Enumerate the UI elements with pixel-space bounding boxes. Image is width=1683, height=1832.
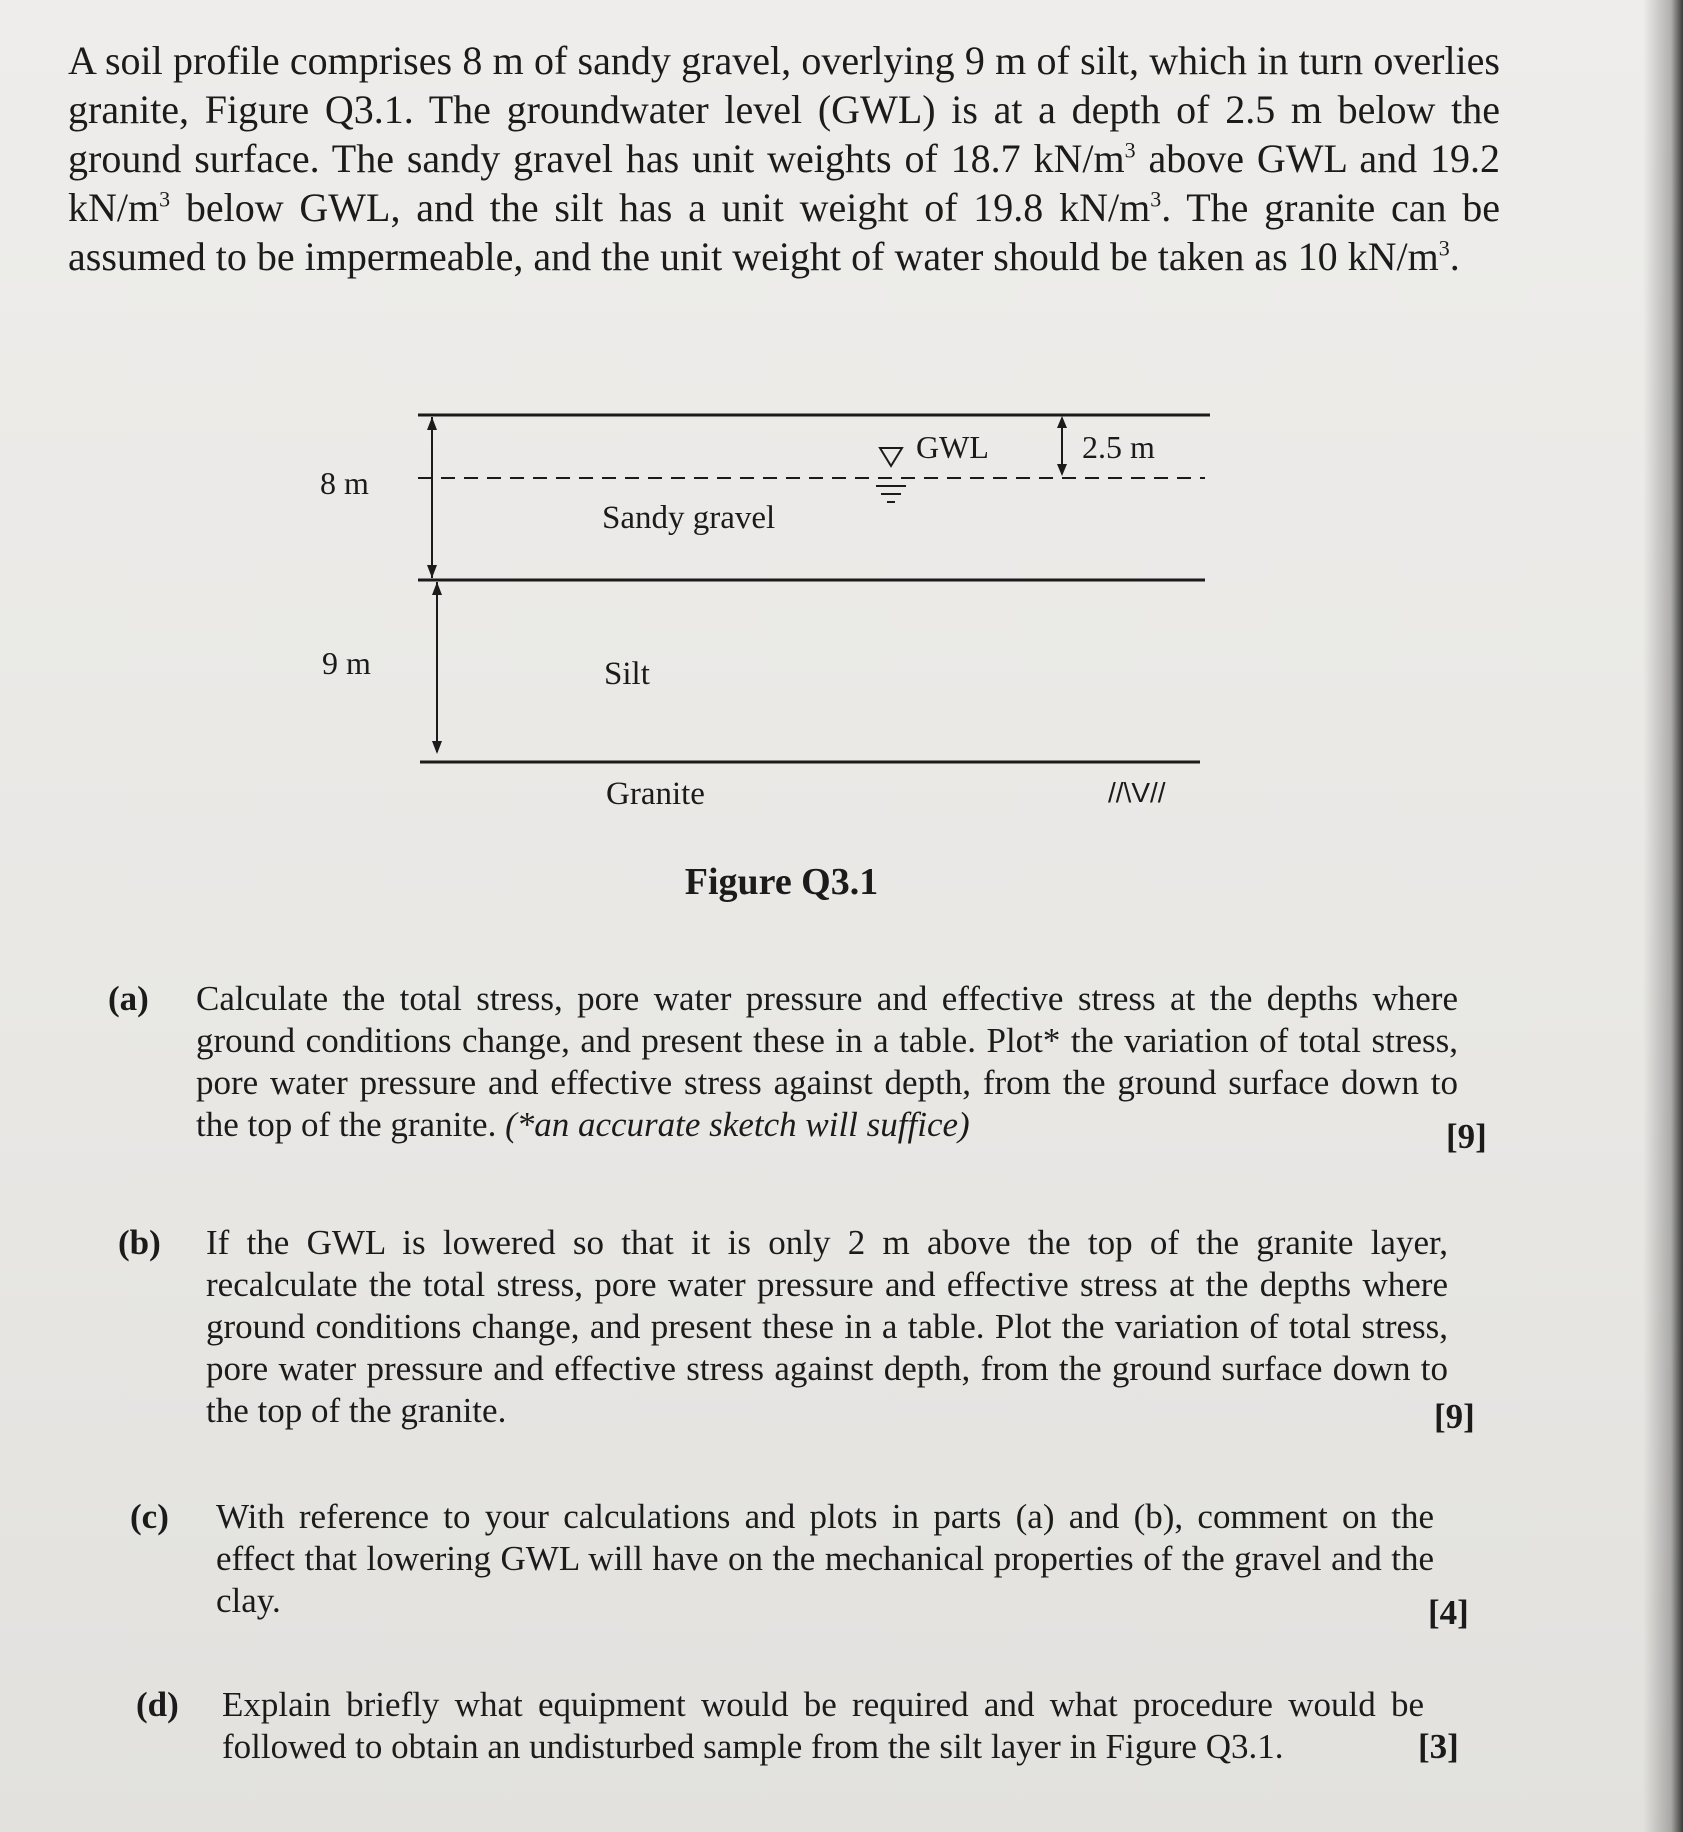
- superscript: 3: [1150, 186, 1162, 212]
- question-label: (b): [118, 1223, 161, 1262]
- question-a: [108, 978, 1488, 1158]
- gwl-label: GWL: [916, 429, 989, 465]
- question-text: Calculate the total stress, pore water pressure and effective stress at the depths where ground conditions change, and present these in a table. Plot* the variation of total stress, pore water pressure and effective stress against depth, from the ground surface down to the top of the granite. (*an accurate sketch will suffice): [196, 979, 1458, 1144]
- question-note: (*an accurate sketch will suffice): [505, 1105, 970, 1144]
- question-label: (c): [130, 1497, 169, 1536]
- soil-profile-figure: [300, 400, 1240, 820]
- question-c: [130, 1496, 1490, 1666]
- dimension-arrow-8m: [427, 417, 437, 578]
- rock-hatch-symbol: //\V//: [1108, 777, 1166, 808]
- question-marks: [9]: [1434, 1397, 1475, 1436]
- dim-label-silt: 9 m: [322, 645, 371, 681]
- superscript: 3: [1438, 235, 1450, 261]
- layer-label-granite: Granite: [606, 776, 705, 812]
- question-d: [136, 1684, 1496, 1794]
- superscript: 3: [159, 186, 171, 212]
- gwl-depth-arrow: [1057, 416, 1067, 476]
- question-text: If the GWL is lowered so that it is only 2 m above the top of the granite layer, recalculate the total stress, pore water pressure and effective stress at the depths where ground conditions change, and present these in a table. Plot the variation of total stress, pore water pressure and effective stress against depth, from the ground surface down to the top of the granite.: [206, 1223, 1448, 1430]
- question-label: (a): [108, 979, 149, 1018]
- layer-label-sandy-gravel: Sandy gravel: [602, 500, 776, 536]
- question-label: (d): [136, 1685, 179, 1724]
- question-marks: [9]: [1446, 1117, 1487, 1156]
- page-edge-shadow: [1643, 0, 1683, 1832]
- question-text: Explain briefly what equipment would be required and what procedure would be followed to obtain an undisturbed sample from the silt layer in Figure Q3.1.: [222, 1685, 1424, 1766]
- question-marks: [3]: [1418, 1727, 1459, 1766]
- dimension-arrow-9m: [432, 582, 442, 754]
- problem-statement: A soil profile comprises 8 m of sandy gravel, overlying 9 m of silt, which in turn overlies granite, Figure Q3.1. The groundwater level (GWL) is at a depth of 2.5 m below the ground surface. The sandy gravel has unit weights of 18.7 $kN/m^3$ above GWL and 19.2 $kN/m^3$ below GWL, and the silt has a unit weight of 19.8 $kN/m^3$. The granite can be assumed to be impermeable, and the unit weight of water should be taken as 10 $kN/m^3$.: [68, 38, 1500, 279]
- question-text: With reference to your calculations and plots in parts (a) and (b), comment on the effect that lowering GWL will have on the mechanical properties of the gravel and the clay.: [216, 1497, 1434, 1620]
- dim-label-sandy: 8 m: [320, 465, 369, 501]
- figure-caption: Figure Q3.1: [684, 861, 879, 903]
- question-marks: [4]: [1428, 1593, 1469, 1632]
- question-b: [118, 1222, 1488, 1442]
- layer-label-silt: Silt: [604, 656, 650, 692]
- water-table-icon: [876, 448, 906, 502]
- gwl-depth-label: 2.5 m: [1082, 429, 1155, 465]
- superscript: 3: [1124, 137, 1136, 163]
